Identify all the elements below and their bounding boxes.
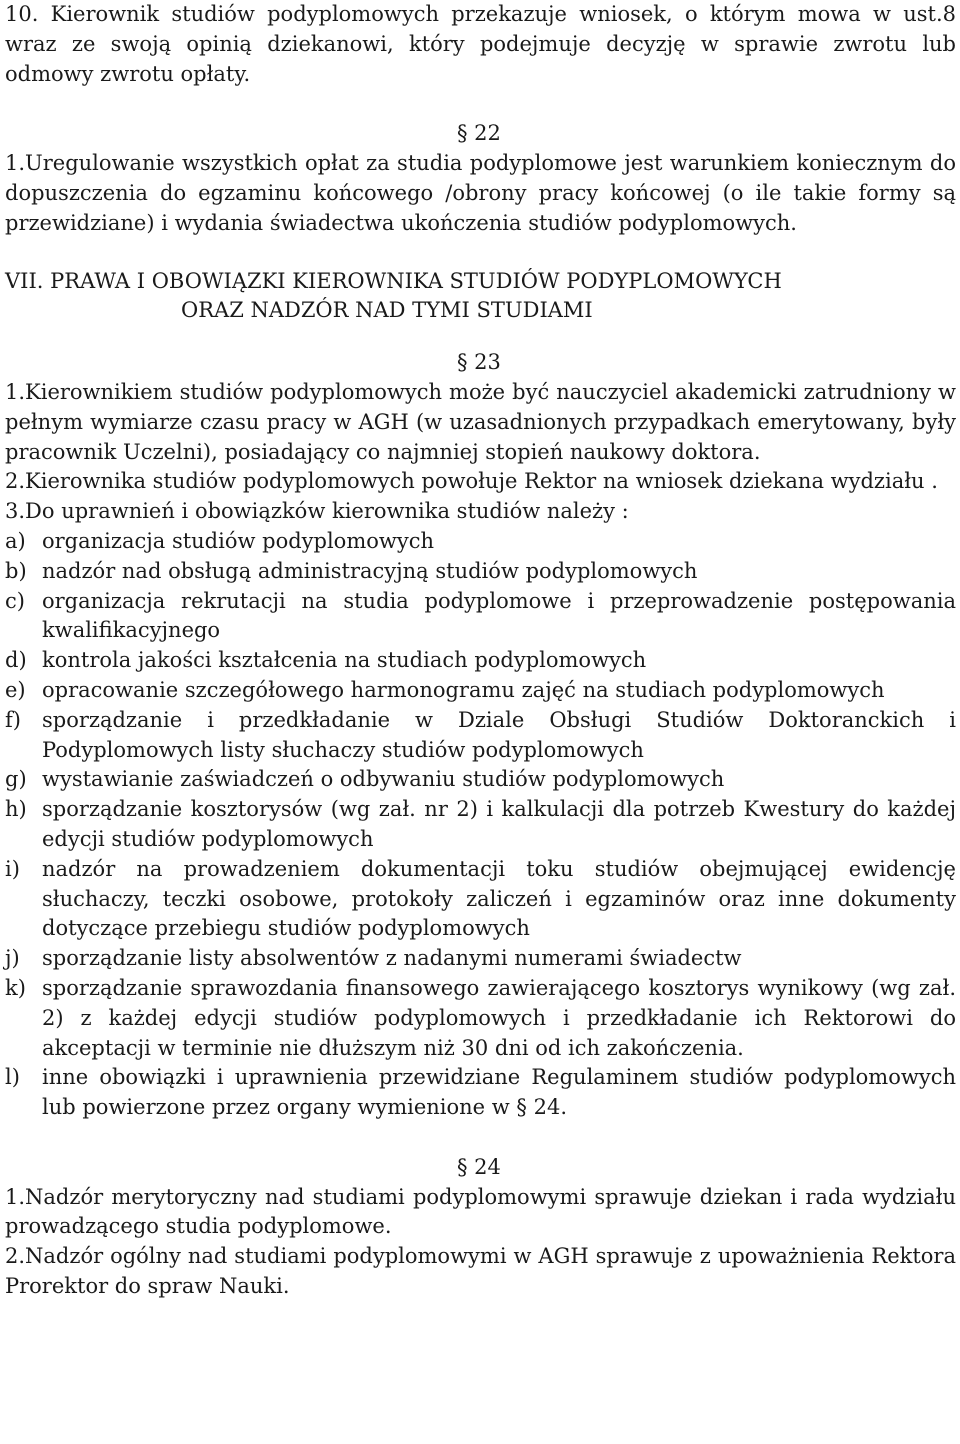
- list-item-text: wystawianie zaświadczeń o odbywaniu studiów podyplomowych: [42, 767, 725, 792]
- list-item-text: opracowanie szczegółowego harmonogramu zajęć na studiach podyplomowych: [42, 677, 885, 702]
- list-item-text: kontrola jakości kształcenia na studiach podyplomowych: [42, 648, 647, 673]
- list-item-marker: e): [5, 677, 26, 702]
- list-item: [5, 587, 956, 647]
- list-item: [5, 765, 956, 795]
- list-item: [5, 557, 956, 587]
- list-item-marker: b): [5, 558, 27, 583]
- list-item-marker: c): [5, 588, 25, 613]
- list-item: [5, 646, 956, 676]
- list-item-text: sporządzanie sprawozdania finansowego zawierającego kosztorys wynikowy (wg zał. 2) z każdej edycji studiów podyplomowych i przedkładanie ich Rektorowi do akceptacji w terminie nie dłuższym niż 30 dni od ich zakończenia.: [42, 975, 956, 1060]
- duties-list: [5, 527, 956, 1123]
- list-item: [5, 855, 956, 944]
- list-item: [5, 706, 956, 766]
- list-item-marker: k): [5, 975, 26, 1000]
- list-item: [5, 795, 956, 855]
- list-item-text: organizacja rekrutacji na studia podyplomowe i przeprowadzenie postępowania kwalifikacyjnego: [42, 588, 956, 643]
- section-23-paragraph-1: 1.Kierownikiem studiów podyplomowych może być nauczyciel akademicki zatrudniony w pełnym wymiarze czasu pracy w AGH (w uzasadnionych przypadkach emerytowany, były pracownik Uczelni), posiadający co najmniej stopień naukowy doktora.: [5, 379, 956, 464]
- paragraph-10: 10. Kierownik studiów podyplomowych przekazuje wniosek, o którym mowa w ust.8 wraz ze swoją opinią dziekanowi, który podejmuje decyzję w sprawie zwrotu lub odmowy zwrotu opłaty.: [5, 2, 956, 86]
- spacer: [5, 239, 956, 267]
- section-24-paragraph-1: 1.Nadzór merytoryczny nad studiami podyplomowymi sprawuje dziekan i rada wydziału prowadzącego studia podyplomowe.: [5, 1184, 956, 1239]
- chapter-heading-line-1: VII. PRAWA I OBOWIĄZKI KIEROWNIKA STUDIÓW PODYPLOMOWYCH: [5, 268, 782, 293]
- list-item-marker: d): [5, 648, 27, 673]
- chapter-vii-heading: [5, 267, 956, 327]
- chapter-heading-line-2: ORAZ NADZÓR NAD TYMI STUDIAMI: [181, 298, 593, 323]
- section-22-heading: § 22: [457, 121, 501, 146]
- list-item-marker: f): [5, 707, 21, 732]
- list-item-marker: g): [5, 767, 27, 792]
- list-item-text: sporządzanie i przedkładanie w Dziale Obsługi Studiów Doktoranckich i Podyplomowych listy słuchaczy studiów podyplomowych: [42, 707, 956, 762]
- list-item-text: sporządzanie kosztorysów (wg zał. nr 2) i kalkulacji dla potrzeb Kwestury do każdej edycji studiów podyplomowych: [42, 797, 956, 851]
- spacer: [5, 326, 956, 348]
- section-24-heading: § 24: [457, 1154, 501, 1179]
- list-item-text: nadzór na prowadzeniem dokumentacji toku studiów obejmującej ewidencję słuchaczy, teczki osobowe, protokoły zaliczeń i egzaminów oraz inne dokumenty dotyczące przebiegu studiów podyplomowych: [42, 856, 956, 941]
- section-22-paragraph-1: 1.Uregulowanie wszystkich opłat za studia podyplomowe jest warunkiem koniecznym do dopuszczenia do egzaminu końcowego /obrony pracy końcowej (o ile takie formy są przewidziane) i wydania świadectwa ukończenia studiów podyplomowych.: [5, 151, 956, 235]
- list-item-marker: h): [5, 797, 27, 822]
- section-23-paragraph-2: 2.Kierownika studiów podyplomowych powołuje Rektor na wniosek dziekana wydziału .: [5, 469, 938, 494]
- list-item-text: organizacja studiów podyplomowych: [42, 528, 435, 553]
- list-item-text: inne obowiązki i uprawnienia przewidziane Regulaminem studiów podyplomowych lub powierzone przez organy wymienione w § 24.: [42, 1065, 956, 1120]
- list-item: [5, 527, 956, 557]
- list-item: [5, 676, 956, 706]
- list-item-text: nadzór nad obsługą administracyjną studiów podyplomowych: [42, 558, 698, 583]
- list-item-marker: j): [5, 946, 20, 971]
- section-23-paragraph-3: 3.Do uprawnień i obowiązków kierownika studiów należy :: [5, 499, 629, 524]
- spacer: [5, 1123, 956, 1153]
- list-item-text: sporządzanie listy absolwentów z nadanymi numerami świadectw: [42, 946, 742, 971]
- list-item-marker: a): [5, 528, 26, 553]
- section-23-heading: § 23: [457, 350, 501, 375]
- spacer: [5, 89, 956, 119]
- list-item-marker: i): [5, 856, 20, 881]
- list-item: [5, 1063, 956, 1123]
- list-item-marker: l): [5, 1065, 20, 1090]
- section-24-paragraph-2: 2.Nadzór ogólny nad studiami podyplomowymi w AGH sprawuje z upoważnienia Rektora Prorektor do spraw Nauki.: [5, 1244, 956, 1299]
- list-item: [5, 944, 956, 974]
- list-item: [5, 974, 956, 1063]
